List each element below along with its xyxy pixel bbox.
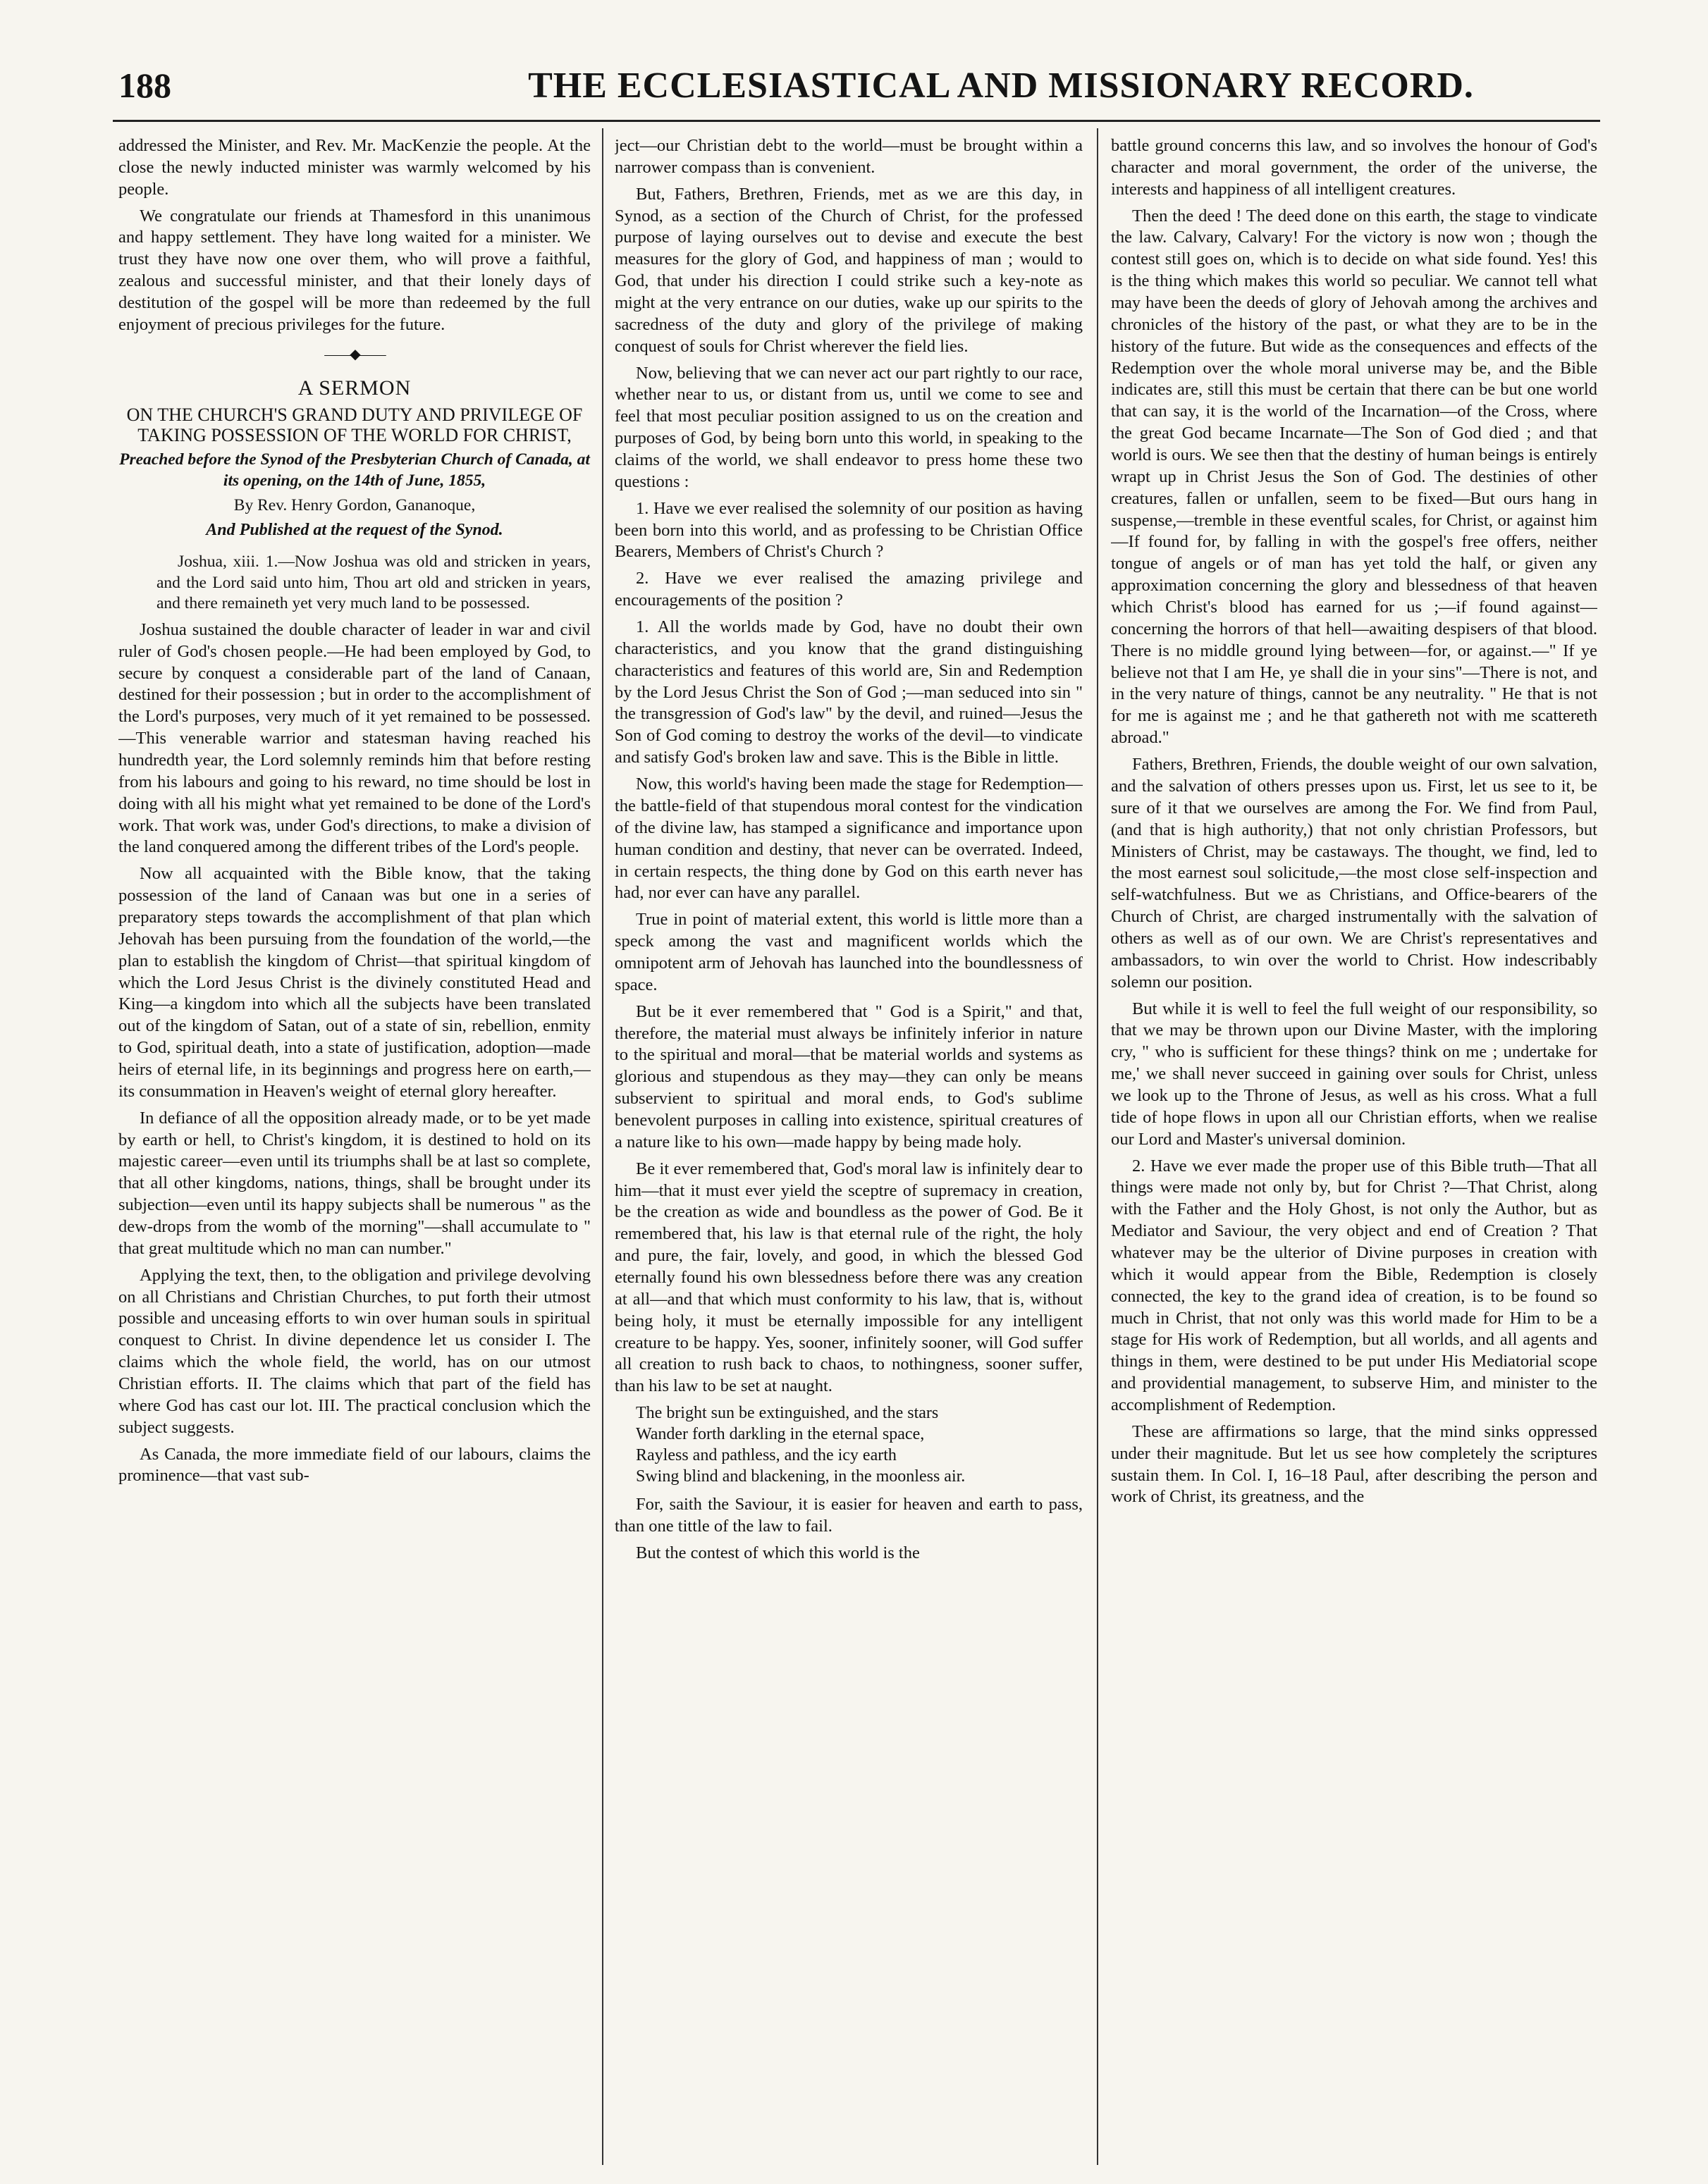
paragraph: We congratulate our friends at Thamesford in this unanimous and happy settlement. They have long waited for a minister. We trust they have now one over them, who will prove a faithful, zealous and successful minister, and that their lonely days of destitution of the gospel will be more than redeemed by the full enjoyment of precious privileges for the future.: [118, 206, 591, 334]
paragraph: ject—our Christian debt to the world—must be brought within a narrower compass than is convenient.: [615, 136, 1083, 177]
verse-line: The bright sun be extinguished, and the stars: [636, 1404, 939, 1423]
paragraph: But while it is well to feel the full weight of our responsibility, so that we may be thrown upon our Divine Master, with the imploring cry, " who is sufficient for these things? think on me ; undertake for me,' we shall never succeed in gaining over souls for Christ, unless we look up to the Throne of Jesus, as well as his cross. What a full tide of hope flows in upon all our Christian efforts, when we realise our Lord and Master's universal dominion.: [1111, 999, 1597, 1149]
paragraph: These are affirmations so large, that the mind sinks oppressed under their magnitude. But let us see how completely the scriptures sustain them. In Col. I, 16–18 Paul, after describing the person and work of Christ, its greatness, and the: [1111, 1421, 1597, 1507]
paragraph: In defiance of all the opposition already made, or to be yet made by earth or hell, to Christ's kingdom, it is destined to hold on its majestic career—even until its triumphs shall be at last so complete, that all other kingdoms, nations, things, shall be brought under its subjection—even until its happy subjects shall be numerous " as the dew-drops from the womb of the morning"—shall accumulate to " that great multitude which no man can number.": [118, 1108, 591, 1258]
paragraph: True in point of material extent, this world is little more than a speck among the vast and magnificent worlds which the omnipotent arm of Jehovah has launched into the boundlessness of space.: [615, 910, 1083, 994]
running-title: THE ECCLESIASTICAL AND MISSIONARY RECORD.: [528, 66, 1474, 106]
column-2: [615, 135, 1083, 2172]
verse-line: Wander forth darkling in the eternal space,: [636, 1425, 925, 1444]
verse-line: Rayless and pathless, and the icy earth: [636, 1446, 897, 1465]
column-rule-2: [1097, 128, 1098, 2165]
paragraph: Fathers, Brethren, Friends, the double weight of our own salvation, and the salvation of others presses upon us. First, let us see to it, be sure of it that we ourselves are among the For. We find from Paul, (and that is high authority,) that not only christian Professors, but Ministers of Christ, may be castaways. The thought, we find, led to the most earnest soul solicitude,—the most close self-inspection and self-watchfulness. But we as Christians, and Office-bearers of the Church of Christ, are charged instrumentally with the salvation of others as well as of our own. We are Christ's representatives and ambassadors, to win over the world to Christ. How indescribably solemn our position.: [1111, 755, 1597, 992]
scripture-text: Joshua, xiii. 1.—Now Joshua was old and stricken in years, and the Lord said unto him, Thou art old and stricken in years, and there remaineth yet very much land to be possessed.: [156, 553, 591, 613]
verse-quotation: [615, 1402, 1083, 1487]
section-ornament: ——◆——: [324, 346, 385, 362]
page-number: 188: [118, 66, 171, 105]
paragraph: But be it ever remembered that " God is a Spirit," and that, therefore, the material must always be infinitely inferior in nature to the spiritual and moral—that be material worlds and systems as glorious and stupendous as they may—they can only be means subservient to spiritual and moral ends, to God's sublime benevolent purposes in calling into existence, spiritual creatures of a nature like to his own—made happy by being made holy.: [615, 1001, 1083, 1152]
paragraph: But, Fathers, Brethren, Friends, met as we are this day, in Synod, as a section of the Church of Christ, for the professed purpose of laying ourselves out to devise and execute the best measures for the glory of God, and happiness of man ; would to God, that under his direction I could strike such a key-note as might at the very entrance on our duties, wake up our spirits to the sacredness of the duty and glory of the privilege of making conquest of souls for Christ wherever the field lies.: [615, 184, 1083, 356]
paragraph: Applying the text, then, to the obligation and privilege devolving on all Christians and Christian Churches, to put forth their utmost possible and unceasing efforts to win over human souls in spiritual conquest to Christ. In divine dependence let us consider I. The claims which the whole field, the world, has on our utmost Christian efforts. II. The claims which that part of the field has where God has cast our lot. III. The practical conclusion which the subject suggests.: [118, 1265, 591, 1437]
sermon-byline: Preached before the Synod of the Presbyterian Church of Canada, at its opening, on the 14th of June, 1855,: [119, 450, 590, 490]
paragraph: addressed the Minister, and Rev. Mr. MacKenzie the people. At the close the newly inducted minister was warmly welcomed by his people.: [118, 136, 591, 199]
paragraph: 1. Have we ever realised the solemnity of our position as having been born into this world, and as professing to be Christian Office Bearers, Members of Christ's Church ?: [615, 498, 1083, 562]
column-1: [118, 135, 591, 2172]
paragraph: But the contest of which this world is the: [636, 1543, 920, 1562]
column-3: [1111, 135, 1597, 2172]
paragraph: Now all acquainted with the Bible know, that the taking possession of the land of Canaan was but one in a series of preparatory steps towards the accomplishment of that plan which Jehovah has been pursuing from the foundation of the world,—the plan to establish the kingdom of Christ—that spiritual kingdom of which the Lord Jesus Christ is the divinely constituted Head and King—a kingdom into which all the subjects have been translated out of the kingdom of Satan, out of a state of sin, rebellion, enmity to God, spiritual death, into a state of justification, adoption—made heirs of eternal life, in its beginnings and progress here on earth,—its consummation in Heaven's weight of eternal glory hereafter.: [118, 864, 591, 1101]
paragraph: Be it ever remembered that, God's moral law is infinitely dear to him—that it must ever yield the sceptre of supremacy in creation, be the creation as wide and boundless as the power of God. Be it remembered that, his law is that eternal rule of the right, the holy and pure, the fair, lovely, and good, in which the blessed God eternally found his own blessedness before there was any creation at all—and that which must conformity to his law, that is, without being holy, it must be eternally impossible for any intelligent creature to be happy. Yes, sooner, infinitely sooner, will God suffer all creation to rush back to chaos, to nothingness, sooner suffer, than his law to be set at naught.: [615, 1159, 1083, 1396]
sermon-title: ON THE CHURCH'S GRAND DUTY AND PRIVILEGE OF TAKING POSSESSION OF THE WORLD FOR CHRIST,: [126, 404, 583, 445]
sermon-author: By Rev. Henry Gordon, Gananoque,: [233, 496, 476, 515]
sermon-publication-note: And Published at the request of the Synod.: [206, 520, 503, 539]
verse-line: Swing blind and blackening, in the moonless air.: [636, 1467, 966, 1486]
paragraph: Then the deed ! The deed done on this earth, the stage to vindicate the law. Calvary, Calvary! For the victory is now won ; though the contest still goes on, which is to decide on what side found. Yes! this is the thing which makes this world so peculiar. We cannot tell what may have been the deeds of glory of Jehovah among the archives and chronicles of the history of the past, or what they are to be in the history of the future. But wide as the consequences and effects of the Redemption over the whole moral universe may be, and the Bible indicates are, still this must be certain that there can be but one world that can say, it is the world of the Incarnation—of the Cross, where the great God became Incarnate—The Son of God died ; and that world is ours. We see then that the destiny of human beings is entirely wrapt up in Christ Jesus the Son of God. The destinies of other creatures, fallen or unfallen, seem to be fixed—But ours hang in suspense,—tremble in these eventful scales, for Christ, or against him—If found for, by falling in with the gospel's free offers, neither tongue of angels or of man has yet told the half, or given any approximation concerning the glory and blessedness of that heaven which Christ's blood has earned for us ;—if found against—concerning the horrors of that hell—awaiting despisers of that blood. There is no middle ground lying between—for, or against.—" If ye believe not that I am He, ye shall die in your sins"—There is not, and in the very nature of things, cannot be any neutrality. " He that is not for me is against me ; and he that gathereth not with me scattereth abroad.": [1111, 206, 1597, 748]
paragraph: For, saith the Saviour, it is easier for heaven and earth to pass, than one tittle of the law to fail.: [615, 1495, 1083, 1536]
paragraph: battle ground concerns this law, and so involves the honour of God's character and moral government, the order of the universe, the interests and happiness of all intelligent creatures.: [1111, 136, 1597, 199]
column-rule-1: [602, 128, 603, 2165]
paragraph: 1. All the worlds made by God, have no doubt their own characteristics, and you know that the grand distinguishing characteristics and features of this world are, Sin and Redemption by the Lord Jesus Christ the Son of God ;—man seduced into sin " the transgression of God's law" by the devil, and ruined—Jesus the Son of God coming to destroy the works of the devil—to vindicate and satisfy God's broken law and save. This is the Bible in little.: [615, 617, 1083, 767]
paragraph: 2. Have we ever made the proper use of this Bible truth—That all things were made not only by, but for Christ ?—That Christ, along with the Father and the Holy Ghost, is not only the Author, but as Mediator and Saviour, the very object and end of Creation ? That whatever may be the ulterior of Divine purposes in creation with which it would appear from the Bible, Redemption is closely connected, the key to the grand idea of creation, is to be found so much in Christ, that not only was this world made for Him to be a stage for His work of Redemption, but all worlds, and all agents and things in them, were destined to be put under His Mediatorial scope and providential management, to subserve Him, and minister to the accomplishment of Redemption.: [1111, 1156, 1597, 1414]
paragraph: Now, this world's having been made the stage for Redemption—the battle-field of that stupendous moral contest for the vindication of the divine law, has stamped a significance and importance upon human condition and destiny, that never can be overrated. Indeed, in certain respects, the thing done by God on this earth never has had, nor ever can have any parallel.: [615, 775, 1083, 903]
header-rule: [113, 120, 1600, 122]
paragraph: As Canada, the more immediate field of our labours, claims the prominence—that vast sub-: [118, 1444, 591, 1486]
sermon-heading: A SERMON: [297, 376, 412, 400]
paragraph: 2. Have we ever realised the amazing privilege and encouragements of the position ?: [615, 569, 1083, 610]
paragraph: Joshua sustained the double character of leader in war and civil ruler of God's chosen people.—He had been employed by God, to secure by conquest a considerable part of the land of Canaan, destined for their possession ; but in order to the accomplishment of the Lord's purposes, very much of it yet remained to be possessed.—This venerable warrior and statesman having reached his hundredth year, the Lord solemnly reminds him that before resting from his labours and going to his reward, no time should be lost in doing with all his might what yet remained to be done of the Lord's work. That work was, under God's directions, to make a division of the land conquered among the different tribes of the Lord's people.: [118, 619, 591, 857]
paragraph: Now, believing that we can never act our part rightly to our race, whether near to us, or distant from us, until we come to see and feel that most peculiar position assigned to us on the creation and purposes of God, by being born unto this world, in speaking to the claims of the world, we shall endeavor to press home these two questions :: [615, 363, 1083, 491]
